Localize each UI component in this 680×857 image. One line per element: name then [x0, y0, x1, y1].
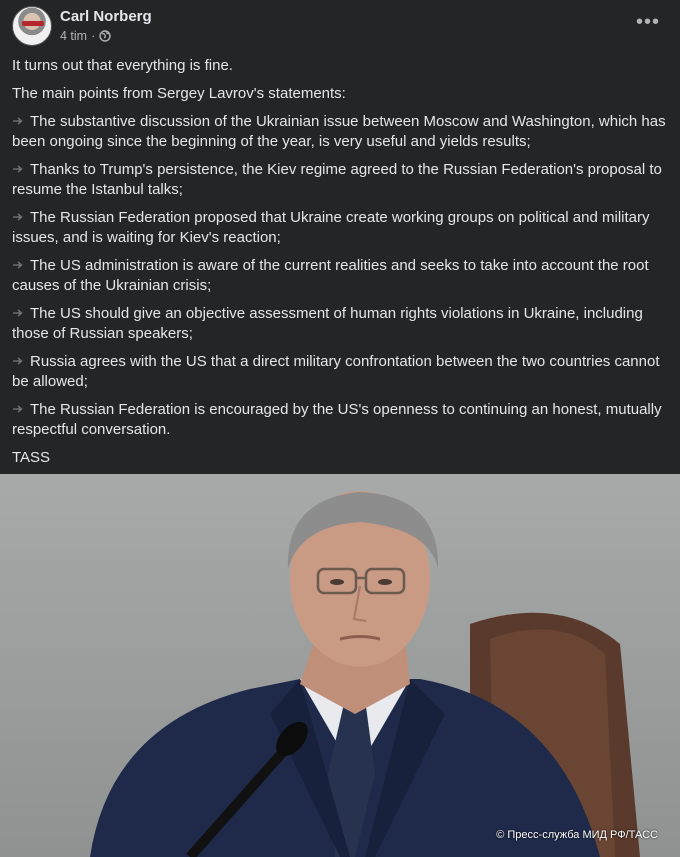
post-heading: The main points from Sergey Lavrov's statements: — [12, 85, 346, 102]
bullet-item — [12, 160, 670, 200]
arrow-right-icon — [12, 308, 24, 318]
bullet-text: The Russian Federation is encouraged by the US's openness to continuing an honest, mutually respectful conversation. — [12, 401, 662, 438]
arrow-right-icon — [12, 404, 24, 414]
post-header — [0, 0, 680, 52]
bullet-text: Russia agrees with the US that a direct military confrontation between the two countries cannot be allowed; — [12, 353, 660, 390]
meta-separator: · — [91, 29, 96, 43]
bullet-text: The substantive discussion of the Ukrainian issue between Moscow and Washington, which has been ongoing since the beginning of the year, is very useful and yields results; — [12, 113, 666, 150]
bullet-item — [12, 256, 670, 296]
post-intro: It turns out that everything is fine. — [12, 57, 233, 74]
portrait-illustration — [0, 474, 680, 857]
globe-icon[interactable] — [99, 30, 111, 42]
author-name[interactable]: Carl Norberg — [60, 8, 152, 25]
post-text — [12, 56, 670, 476]
more-options-icon[interactable]: ••• — [635, 11, 660, 33]
bullet-item — [12, 304, 670, 344]
arrow-right-icon — [12, 164, 24, 174]
bullet-text: The Russian Federation proposed that Ukraine create working groups on political and military issues, and is waiting for Kiev's reaction; — [12, 209, 650, 246]
post-photo[interactable] — [0, 474, 680, 857]
arrow-right-icon — [12, 116, 24, 126]
bullet-item — [12, 352, 670, 392]
arrow-right-icon — [12, 356, 24, 366]
bullet-item — [12, 112, 670, 152]
arrow-right-icon — [12, 212, 24, 222]
post-source: TASS — [12, 449, 51, 466]
bullet-item — [12, 208, 670, 248]
bullet-item — [12, 400, 670, 440]
avatar[interactable] — [12, 6, 52, 46]
arrow-right-icon — [12, 260, 24, 270]
bullet-text: The US administration is aware of the current realities and seeks to take into account the root causes of the Ukrainian crisis; — [12, 257, 649, 294]
bullet-text: The US should give an objective assessment of human rights violations in Ukraine, including those of Russian speakers; — [12, 305, 643, 342]
bullet-text: Thanks to Trump's persistence, the Kiev regime agreed to the Russian Federation's proposal to resume the Istanbul talks; — [12, 161, 662, 198]
photo-credit: © Пресс-служба МИД РФ/ТАСС — [496, 829, 658, 841]
post-time[interactable]: 4 tim — [60, 29, 88, 43]
post-meta — [60, 29, 111, 43]
